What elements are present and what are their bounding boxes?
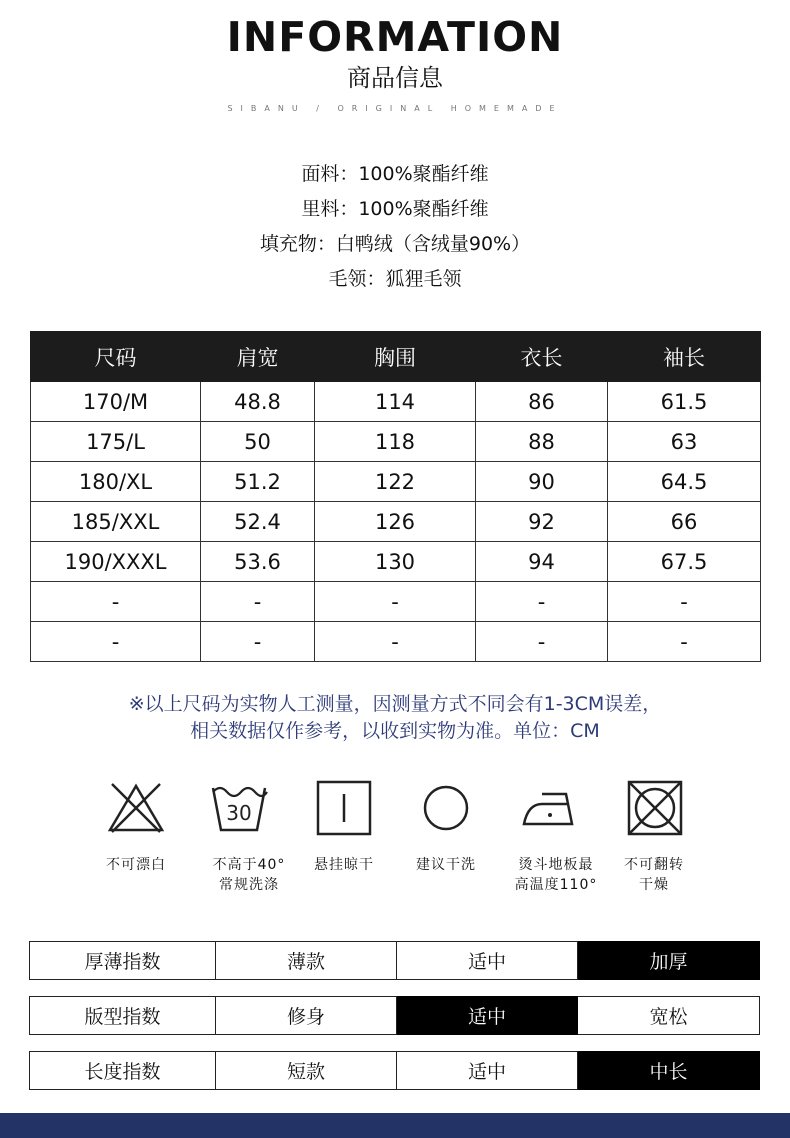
table-cell: 175/L	[31, 422, 201, 462]
table-cell: -	[608, 582, 761, 622]
table-cell: 52.4	[201, 502, 315, 542]
table-cell: -	[31, 622, 201, 662]
index-fit	[29, 996, 760, 1035]
table-cell: 67.5	[608, 542, 761, 582]
table-cell: 170/M	[31, 382, 201, 422]
table-row	[31, 542, 761, 582]
page-title-cn: 商品信息	[347, 64, 443, 92]
care-label-no-tumble: 不可翻转 干燥	[624, 857, 684, 893]
spec-fabric: 面料：100%聚酯纤维	[301, 163, 489, 185]
dry-clean-icon	[416, 778, 476, 838]
table-cell: 66	[608, 502, 761, 542]
no-tumble-dry-icon	[625, 778, 685, 838]
table-row	[31, 582, 761, 622]
index-option: 修身	[216, 997, 397, 1035]
index-option-selected: 适中	[397, 997, 578, 1035]
table-cell: 130	[315, 542, 476, 582]
index-label: 长度指数	[30, 1052, 216, 1090]
brand-tagline: SIBANU / ORIGINAL HOMEMADE	[227, 104, 563, 113]
size-table	[30, 331, 761, 662]
footer-bar	[0, 1113, 790, 1138]
table-cell: -	[201, 582, 315, 622]
wash-temperature: 30	[226, 801, 252, 825]
header-size: 尺码	[31, 332, 201, 382]
table-row	[31, 462, 761, 502]
table-cell: 63	[608, 422, 761, 462]
table-row	[30, 1052, 760, 1090]
hang-dry-icon	[314, 778, 374, 838]
index-label: 版型指数	[30, 997, 216, 1035]
table-cell: 53.6	[201, 542, 315, 582]
index-label: 厚薄指数	[30, 942, 216, 980]
table-cell: -	[201, 622, 315, 662]
table-cell: 190/XXXL	[31, 542, 201, 582]
index-option: 适中	[397, 1052, 578, 1090]
index-option: 短款	[216, 1052, 397, 1090]
iron-low-icon	[520, 778, 580, 838]
table-cell: -	[476, 582, 608, 622]
care-label-dry-clean: 建议干洗	[416, 857, 476, 873]
table-cell: -	[476, 622, 608, 662]
index-option-selected: 加厚	[578, 942, 760, 980]
wash-30-icon	[209, 778, 269, 838]
table-cell: 114	[315, 382, 476, 422]
table-cell: -	[608, 622, 761, 662]
table-cell: -	[315, 582, 476, 622]
table-cell: 61.5	[608, 382, 761, 422]
table-cell: 48.8	[201, 382, 315, 422]
size-table-header	[31, 332, 761, 382]
table-row	[31, 502, 761, 542]
table-cell: 126	[315, 502, 476, 542]
table-row	[30, 997, 760, 1035]
table-row	[30, 942, 760, 980]
measurement-note-line2: 相关数据仅作参考，以收到实物为准。单位：CM	[190, 720, 600, 742]
care-label-wash: 不高于40° 常规洗涤	[212, 857, 286, 893]
no-bleach-icon	[106, 778, 166, 838]
table-cell: 90	[476, 462, 608, 502]
table-cell: 92	[476, 502, 608, 542]
spec-filling: 填充物：白鸭绒（含绒量90%）	[259, 233, 531, 255]
measurement-note-line1: ※以上尺码为实物人工测量，因测量方式不同会有1-3CM误差，	[128, 693, 662, 715]
table-cell: 118	[315, 422, 476, 462]
table-cell: 180/XL	[31, 462, 201, 502]
table-cell: 86	[476, 382, 608, 422]
header-shoulder: 肩宽	[201, 332, 315, 382]
care-label-iron: 烫斗地板最 高温度110°	[514, 857, 598, 893]
spec-collar: 毛领：狐狸毛领	[328, 268, 462, 290]
index-thickness	[29, 941, 760, 980]
index-option: 适中	[397, 942, 578, 980]
table-row	[31, 382, 761, 422]
index-length	[29, 1051, 760, 1090]
table-cell: -	[315, 622, 476, 662]
table-cell: 50	[201, 422, 315, 462]
care-label-no-bleach: 不可漂白	[106, 857, 166, 873]
spec-lining: 里料：100%聚酯纤维	[301, 198, 489, 220]
table-row	[31, 422, 761, 462]
header-sleeve: 袖长	[608, 332, 761, 382]
care-label-hang-dry: 悬挂晾干	[314, 857, 374, 873]
table-cell: 64.5	[608, 462, 761, 502]
header-length: 衣长	[476, 332, 608, 382]
table-cell: -	[31, 582, 201, 622]
index-option: 薄款	[216, 942, 397, 980]
index-option-selected: 中长	[578, 1052, 760, 1090]
table-cell: 185/XXL	[31, 502, 201, 542]
index-option: 宽松	[578, 997, 760, 1035]
table-row	[31, 622, 761, 662]
table-cell: 51.2	[201, 462, 315, 502]
page-title-en: INFORMATION	[226, 13, 564, 61]
header-chest: 胸围	[315, 332, 476, 382]
table-cell: 88	[476, 422, 608, 462]
table-cell: 122	[315, 462, 476, 502]
table-cell: 94	[476, 542, 608, 582]
